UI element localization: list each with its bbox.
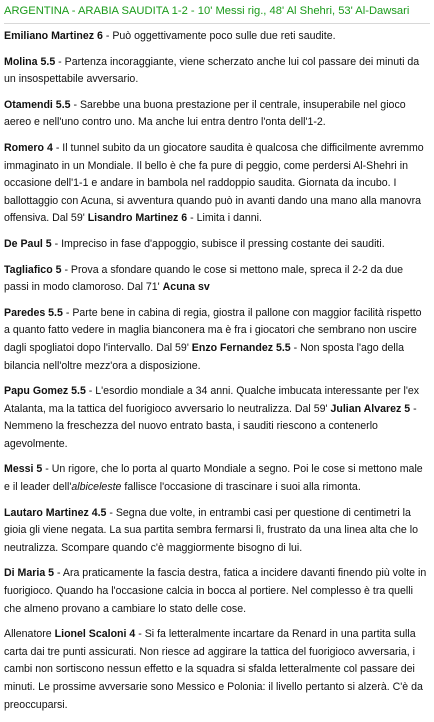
player-name: Otamendi 5.5 <box>4 98 71 111</box>
article-body <box>4 2 430 722</box>
rating-text: - Un rigore, che lo porta al quarto Mondiale a segno. Poi le cose si mettono male e il leader dell' <box>4 463 423 494</box>
substitute-name: Acuna sv <box>162 281 210 294</box>
substitute-name: Lisandro Martinez 6 <box>87 212 188 225</box>
rating-text: - Prova a sfondare quando le cose si mettono male, spreca il 2-2 da due passi in modo clamoroso. Dal 71' <box>4 263 404 294</box>
coach-name: Lionel Scaloni 4 <box>54 628 136 641</box>
player-name: Paredes 5.5 <box>4 306 63 319</box>
match-headline: ARGENTINA - ARABIA SAUDITA 1-2 - 10' Messi rig., 48' Al Shehri, 53' Al-Dawsari <box>4 5 410 17</box>
rating-molina <box>4 54 430 89</box>
player-name: Molina 5.5 <box>4 55 56 68</box>
rating-text: - Sarebbe una buona prestazione per il centrale, insuperabile nel gioco aereo e nell'uno contro uno. Ma anche lui entra dentro l'onta dell'1-2. <box>4 98 406 129</box>
rating-text: - Il tunnel subito da un giocatore saudita è qualcosa che difficilmente avremmo immaginato in un Mondiale. Il bello è che fa pure di peggio, come perdersi Al-Shehri in occasione dell'1-1 e andare in bambola nel raddoppio saudita. Giornata da incubo. I ballottaggio con Acuna, si avventura quando può in avanti dando una mano alla manovra offensiva. Dal 59' <box>4 141 424 225</box>
rating-tagliafico <box>4 262 430 297</box>
rating-text: - Segna due volte, in entrambi casi per questione di centimetri la gioia gli viene negata. La sua partita sembra fermarsi lì, frustrato da una linea alta che lo neutralizza. Scompare quando c'è maggiormente bisogno di lui. <box>4 506 418 554</box>
rating-papu-gomez <box>4 383 430 453</box>
rating-text: - Si fa letteralmente incartare da Renard in una partita sulla carta dai tre punti assicurati. Non riesce ad aggirare la tattica del fuorigioco avversaria, i cambi non sortiscono nessun effetto e la squadra si sfalda letteralmente col passare dei minuti. Le prossime avversarie sono Messico e Polonia: il livello pertanto si alzerà. C'è da preoccuparsi. <box>4 628 423 711</box>
player-name: Di Maria 5 <box>4 567 55 580</box>
rating-messi <box>4 461 430 496</box>
substitute-text: - Nemmeno la freschezza del nuovo entrato basta, i sauditi riescono a contenerlo agevolmente. <box>4 402 417 450</box>
rating-text: - Può oggettivamente poco sulle due reti saudite. <box>102 30 336 42</box>
player-name: Lautaro Martinez 4.5 <box>4 506 107 519</box>
player-name: Messi 5 <box>4 463 43 476</box>
substitute-text: - Non sposta l'ago della bilancia nell'oltre mezz'ora a disposizione. <box>4 341 405 372</box>
rating-text: - Parte bene in cabina di regia, giostra il pallone con maggior facilità rispetto a quanto fatto vedere in maglia bianconera ma è fra i giocatori che sembrano non uscire dagli spogliatoi dopo l'intervallo. Dal 59' <box>4 306 422 354</box>
role-prefix: Allenatore <box>4 628 55 641</box>
substitute-text: - Limita i danni. <box>187 212 262 225</box>
player-name: Tagliafico 5 <box>4 263 62 276</box>
italic-term: albiceleste <box>71 481 122 494</box>
rating-text: - Impreciso in fase d'appoggio, subisce il pressing costante dei sauditi. <box>51 237 385 250</box>
rating-lautaro-martinez <box>4 505 430 558</box>
rating-coach-scaloni <box>4 626 430 714</box>
rating-text: - L'esordio mondiale a 34 anni. Qualche imbucata interessante per l'ex Atalanta, ma la tattica del fuorigioco avversario lo neutralizza. Dal 59' <box>4 385 420 415</box>
rating-di-maria <box>4 565 430 618</box>
substitute-name: Julian Alvarez 5 <box>330 402 411 415</box>
rating-emiliano-martinez <box>4 28 430 46</box>
player-name: Romero 4 <box>4 141 53 154</box>
rating-text: - Partenza incoraggiante, viene scherzato anche lui col passare dei minuti da un insospettabile avversario. <box>4 55 420 86</box>
rating-paredes <box>4 305 430 375</box>
rating-romero <box>4 140 430 228</box>
rating-text-continued: fallisce l'occasione di trascinare i suoi alla rimonta. <box>121 481 361 494</box>
divider <box>4 23 430 24</box>
player-name: Emiliano Martinez 6 <box>4 30 103 42</box>
rating-otamendi <box>4 97 430 132</box>
player-name: De Paul 5 <box>4 237 52 250</box>
player-name: Papu Gomez 5.5 <box>4 385 86 398</box>
rating-de-paul <box>4 236 430 254</box>
substitute-name: Enzo Fernandez 5.5 <box>191 341 291 354</box>
rating-text: - Ara praticamente la fascia destra, fatica a incidere davanti finendo più volte in fuorigioco. Quando ha l'occasione calcia in bocca al portiere. Nel complesso è tra quelli che almeno provano a cambiare lo stato delle cose. <box>4 567 427 615</box>
